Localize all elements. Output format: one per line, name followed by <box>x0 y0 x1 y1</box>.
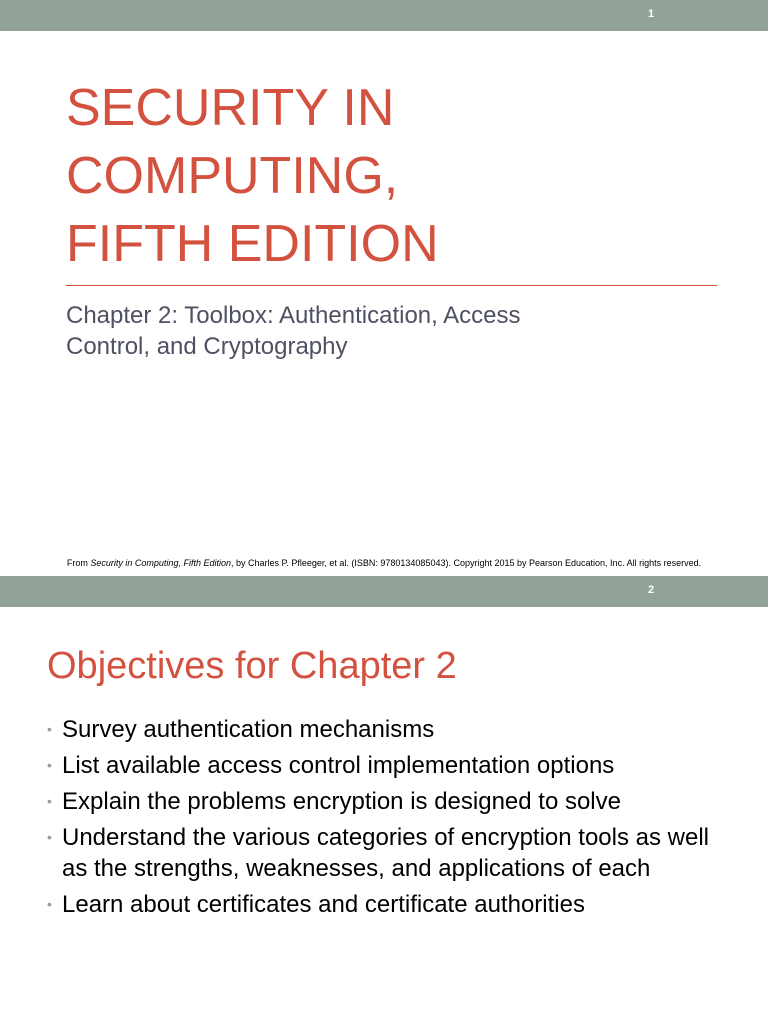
bullet-icon: • <box>47 757 52 773</box>
bullet-icon: • <box>47 829 52 845</box>
title-line: FIFTH EDITION <box>66 215 439 273</box>
slide-subtitle: Chapter 2: Toolbox: Authentication, Access Control, and Cryptography <box>66 302 521 360</box>
list-item-text: Understand the various categories of encryption tools as well as the strengths, weaknesses, and applications of each <box>62 824 710 882</box>
slide-number: 2 <box>647 584 655 596</box>
list-item <box>47 889 727 920</box>
slide-2 <box>0 576 768 1024</box>
bullet-icon: • <box>47 793 52 809</box>
slide-title: Objectives for Chapter 2 <box>47 645 457 687</box>
footer-book-title: Security in Computing, Fifth Edition <box>90 558 231 568</box>
footer-suffix: , by Charles P. Pfleeger, et al. (ISBN: 9780134085043). Copyright 2015 by Pearson Education, Inc. All rights reserved. <box>230 558 702 568</box>
list-item-text: Survey authentication mechanisms <box>62 716 435 743</box>
title-line: COMPUTING, <box>66 147 399 205</box>
list-item <box>47 822 727 884</box>
list-item <box>47 750 727 781</box>
title-divider <box>66 285 717 286</box>
bullet-icon: • <box>47 721 52 737</box>
footer-prefix: From <box>66 558 91 568</box>
copyright-footer <box>0 557 768 569</box>
slide-title <box>66 74 686 278</box>
list-item-text: Learn about certificates and certificate authorities <box>62 891 585 918</box>
list-item <box>47 714 727 745</box>
list-item <box>47 786 727 817</box>
list-item-text: List available access control implementation options <box>62 752 615 779</box>
list-item-text: Explain the problems encryption is designed to solve <box>62 788 621 815</box>
bullet-icon: • <box>47 896 52 912</box>
slide-header-bar <box>0 576 768 607</box>
title-line: SECURITY IN <box>66 79 395 137</box>
slide-header-bar <box>0 0 768 31</box>
slide-number: 1 <box>647 8 655 20</box>
objectives-list <box>47 714 727 925</box>
